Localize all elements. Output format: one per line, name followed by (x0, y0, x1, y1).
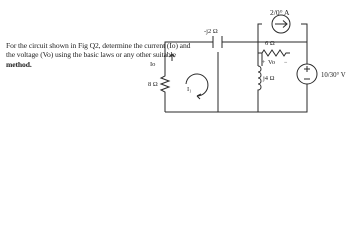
question-line-2: the voltage (Vo) using the basic laws or any other suitable (6, 50, 176, 60)
current-source-label: 2/0° A (270, 8, 290, 17)
voltage-source-label: 10/30° V (321, 72, 346, 79)
reactance-j4-label: j4 Ω (263, 75, 275, 82)
resistor-8-icon (161, 61, 169, 112)
voltage-source-plus-icon (304, 66, 310, 72)
inductor-icon (258, 66, 261, 112)
question-line-1: For the circuit shown in Fig Q2, determine the current (Io) and (6, 41, 191, 50)
i1-label: I₁ (187, 86, 192, 93)
reactance-neg-j2-label: -j2 Ω (204, 28, 218, 35)
vo-minus-label: − (284, 60, 288, 66)
wire-left (165, 42, 206, 61)
resistor-6-icon (258, 50, 290, 56)
wire-top-branch-right (301, 24, 307, 42)
vo-plus-label: + (262, 60, 266, 66)
io-label: Io (150, 61, 156, 68)
vo-label: Vo (268, 59, 276, 66)
io-arrow-icon (170, 54, 175, 61)
current-source-arrow-icon (275, 21, 287, 28)
capacitor-icon (206, 36, 229, 48)
wire-right-lower (262, 84, 307, 112)
resistor-8-label: 8 Ω (148, 81, 158, 88)
wire-top-branch (258, 24, 262, 42)
question-line-3: method. (6, 59, 32, 69)
resistor-6-label: 6 Ω (265, 40, 275, 47)
mesh-current-arrow-icon (197, 94, 201, 99)
